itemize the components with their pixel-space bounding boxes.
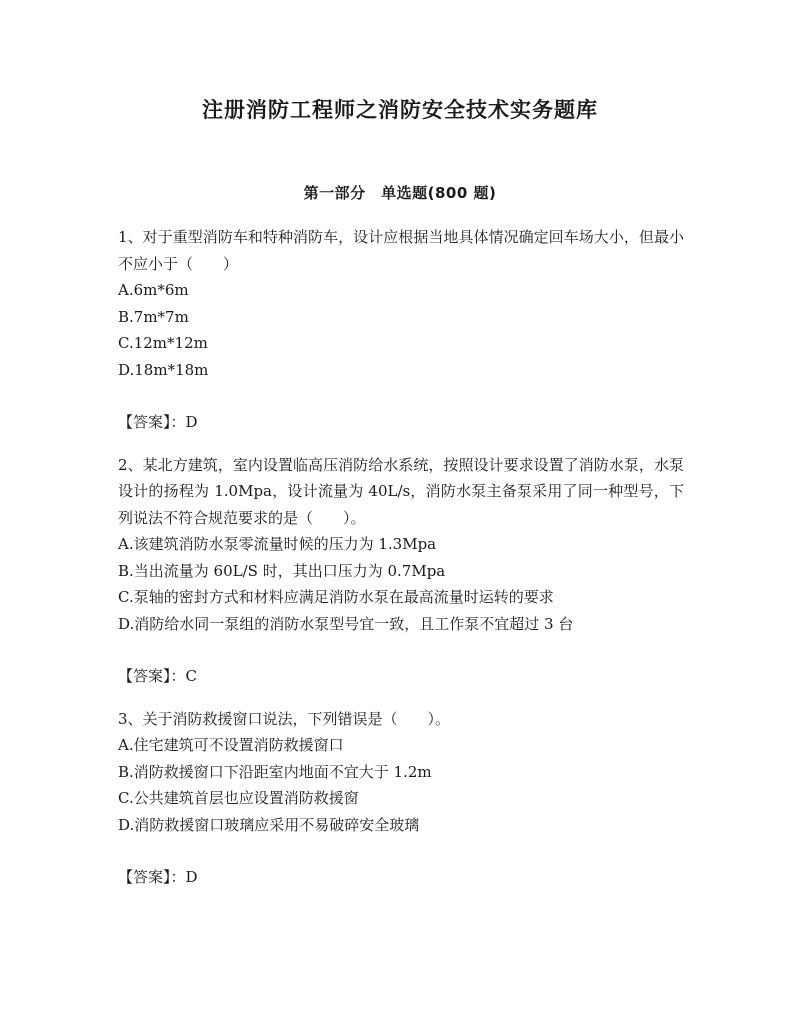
option-b: B.7m*7m	[118, 307, 189, 326]
answer-line: 【答案】：D	[118, 868, 198, 886]
answer-line: 【答案】：D	[118, 413, 198, 431]
question-stem: 3、关于消防救援窗口说法，下列错误是（ ）。	[118, 709, 451, 728]
question-item	[118, 224, 684, 383]
option-c: C.泵轴的密封方式和材料应满足消防水泵在最高流量时运转的要求	[118, 588, 554, 606]
question-item	[118, 706, 684, 839]
section-title: 第一部分 单选题(800 题)	[303, 184, 497, 202]
question-stem: 2、某北方建筑，室内设置临高压消防给水系统，按照设计要求设置了消防水泵，水泵设计的扬程为 1.0Mpa，设计流量为 40L/s，消防水泵主备泵采用了同一种型号，下列说法不符合规范要求的是（ ）。	[118, 455, 684, 527]
option-d: D.消防给水同一泵组的消防水泵型号宜一致，且工作泵不宜超过 3 台	[118, 614, 574, 633]
option-a: A.住宅建筑可不设置消防救援窗口	[118, 736, 344, 754]
option-d: D.消防救援窗口玻璃应采用不易破碎安全玻璃	[118, 815, 420, 834]
option-b: B.消防救援窗口下沿距室内地面不宜大于 1.2m	[118, 762, 432, 781]
question-list	[118, 224, 684, 891]
answer-line: 【答案】：C	[118, 667, 197, 685]
question-item	[118, 452, 684, 638]
option-c: C.公共建筑首层也应设置消防救援窗	[118, 789, 359, 807]
option-b: B.当出流量为 60L/S 时，其出口压力为 0.7Mpa	[118, 561, 446, 580]
option-d: D.18m*18m	[118, 360, 209, 379]
document-title: 注册消防工程师之消防安全技术实务题库	[202, 98, 598, 122]
option-a: A.该建筑消防水泵零流量时候的压力为 1.3Mpa	[118, 535, 437, 553]
option-c: C.12m*12m	[118, 334, 208, 352]
option-a: A.6m*6m	[118, 281, 189, 299]
question-stem: 1、对于重型消防车和特种消防车，设计应根据当地具体情况确定回车场大小，但最小不应小于（ ）	[118, 228, 684, 273]
